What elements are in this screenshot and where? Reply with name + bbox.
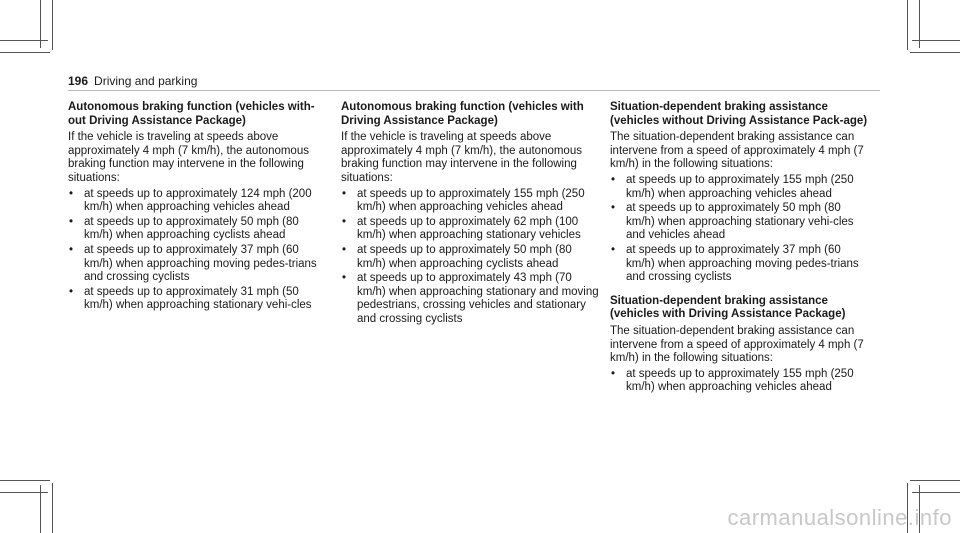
header-divider [68,90,880,91]
section [68,101,330,313]
section [341,101,603,327]
section-title: Driving and parking [94,74,198,88]
crop-mark [0,480,50,481]
crop-mark [52,0,53,50]
section-intro: The situation-dependent braking assistance can intervene from a speed of approximately 4 mph (7 km/h) in the following situations: [610,324,864,365]
section-heading: Situation-dependent braking assistance (vehicles with Driving Assistance Package) [610,294,846,321]
column-1 [68,101,330,314]
crop-mark [0,52,50,53]
situation-list [610,174,872,285]
crop-mark [912,492,960,493]
page-number: 196 [68,74,89,88]
list-item: • at speeds up to approximately 50 mph (80 km/h) when approaching cyclists ahead [69,215,299,242]
column-3 [610,101,872,396]
column-2 [341,101,603,328]
section-intro: The situation-dependent braking assistance can intervene from a speed of approximately 4 mph (7 km/h) in the following situations: [610,131,864,171]
section-heading: Autonomous braking function (vehicles with Driving Assistance Package) [341,101,584,127]
list-item: • at speeds up to approximately 62 mph (100 km/h) when approaching stationary vehicles [342,215,581,242]
list-item: • at speeds up to approximately 37 mph (60 km/h) when approaching moving pedes-trians and crossing cyclists [611,243,859,284]
situation-list [68,188,330,313]
section-heading: Autonomous braking function (vehicles with-out Driving Assistance Package) [68,101,315,127]
situation-list [610,368,872,395]
list-item: • at speeds up to approximately 155 mph (250 km/h) when approaching vehicles ahead [342,187,585,214]
page-header [68,74,197,88]
crop-mark [910,52,960,53]
list-item: • at speeds up to approximately 50 mph (80 km/h) when approaching stationary vehi-cles and vehicles ahead [611,202,854,242]
list-item: • at speeds up to approximately 155 mph (250 km/h) when approaching vehicles ahead [611,173,854,200]
list-item: • at speeds up to approximately 43 mph (70 km/h) when approaching stationary and moving pedestrians, crossing vehicles and stationary and crossing cyclists [342,272,599,325]
crop-mark [907,0,908,50]
list-item: • at speeds up to approximately 37 mph (60 km/h) when approaching moving pedes-trians and crossing cyclists [69,243,317,284]
list-item: • at speeds up to approximately 31 mph (50 km/h) when approaching stationary vehi-cles [69,285,312,312]
section-intro: If the vehicle is traveling at speeds above approximately 4 mph (7 km/h), the autonomous braking function may intervene in the following situations: [68,131,309,184]
crop-mark [910,480,960,481]
crop-mark [912,40,960,41]
section [610,295,872,395]
crop-mark [0,40,48,41]
list-item: • at speeds up to approximately 50 mph (80 km/h) when approaching cyclists ahead [342,243,572,270]
crop-mark [0,492,48,493]
situation-list [341,188,603,327]
section-intro: If the vehicle is traveling at speeds above approximately 4 mph (7 km/h), the autonomous braking function may intervene in the following situations: [341,131,582,184]
list-item: • at speeds up to approximately 155 mph (250 km/h) when approaching vehicles ahead [611,367,854,394]
list-item: • at speeds up to approximately 124 mph (200 km/h) when approaching vehicles ahead [69,187,312,214]
section [610,101,872,285]
watermark: carmanualsonline.info [727,505,952,530]
crop-mark [52,483,53,533]
section-heading: Situation-dependent braking assistance (vehicles without Driving Assistance Pack-age) [610,101,868,127]
